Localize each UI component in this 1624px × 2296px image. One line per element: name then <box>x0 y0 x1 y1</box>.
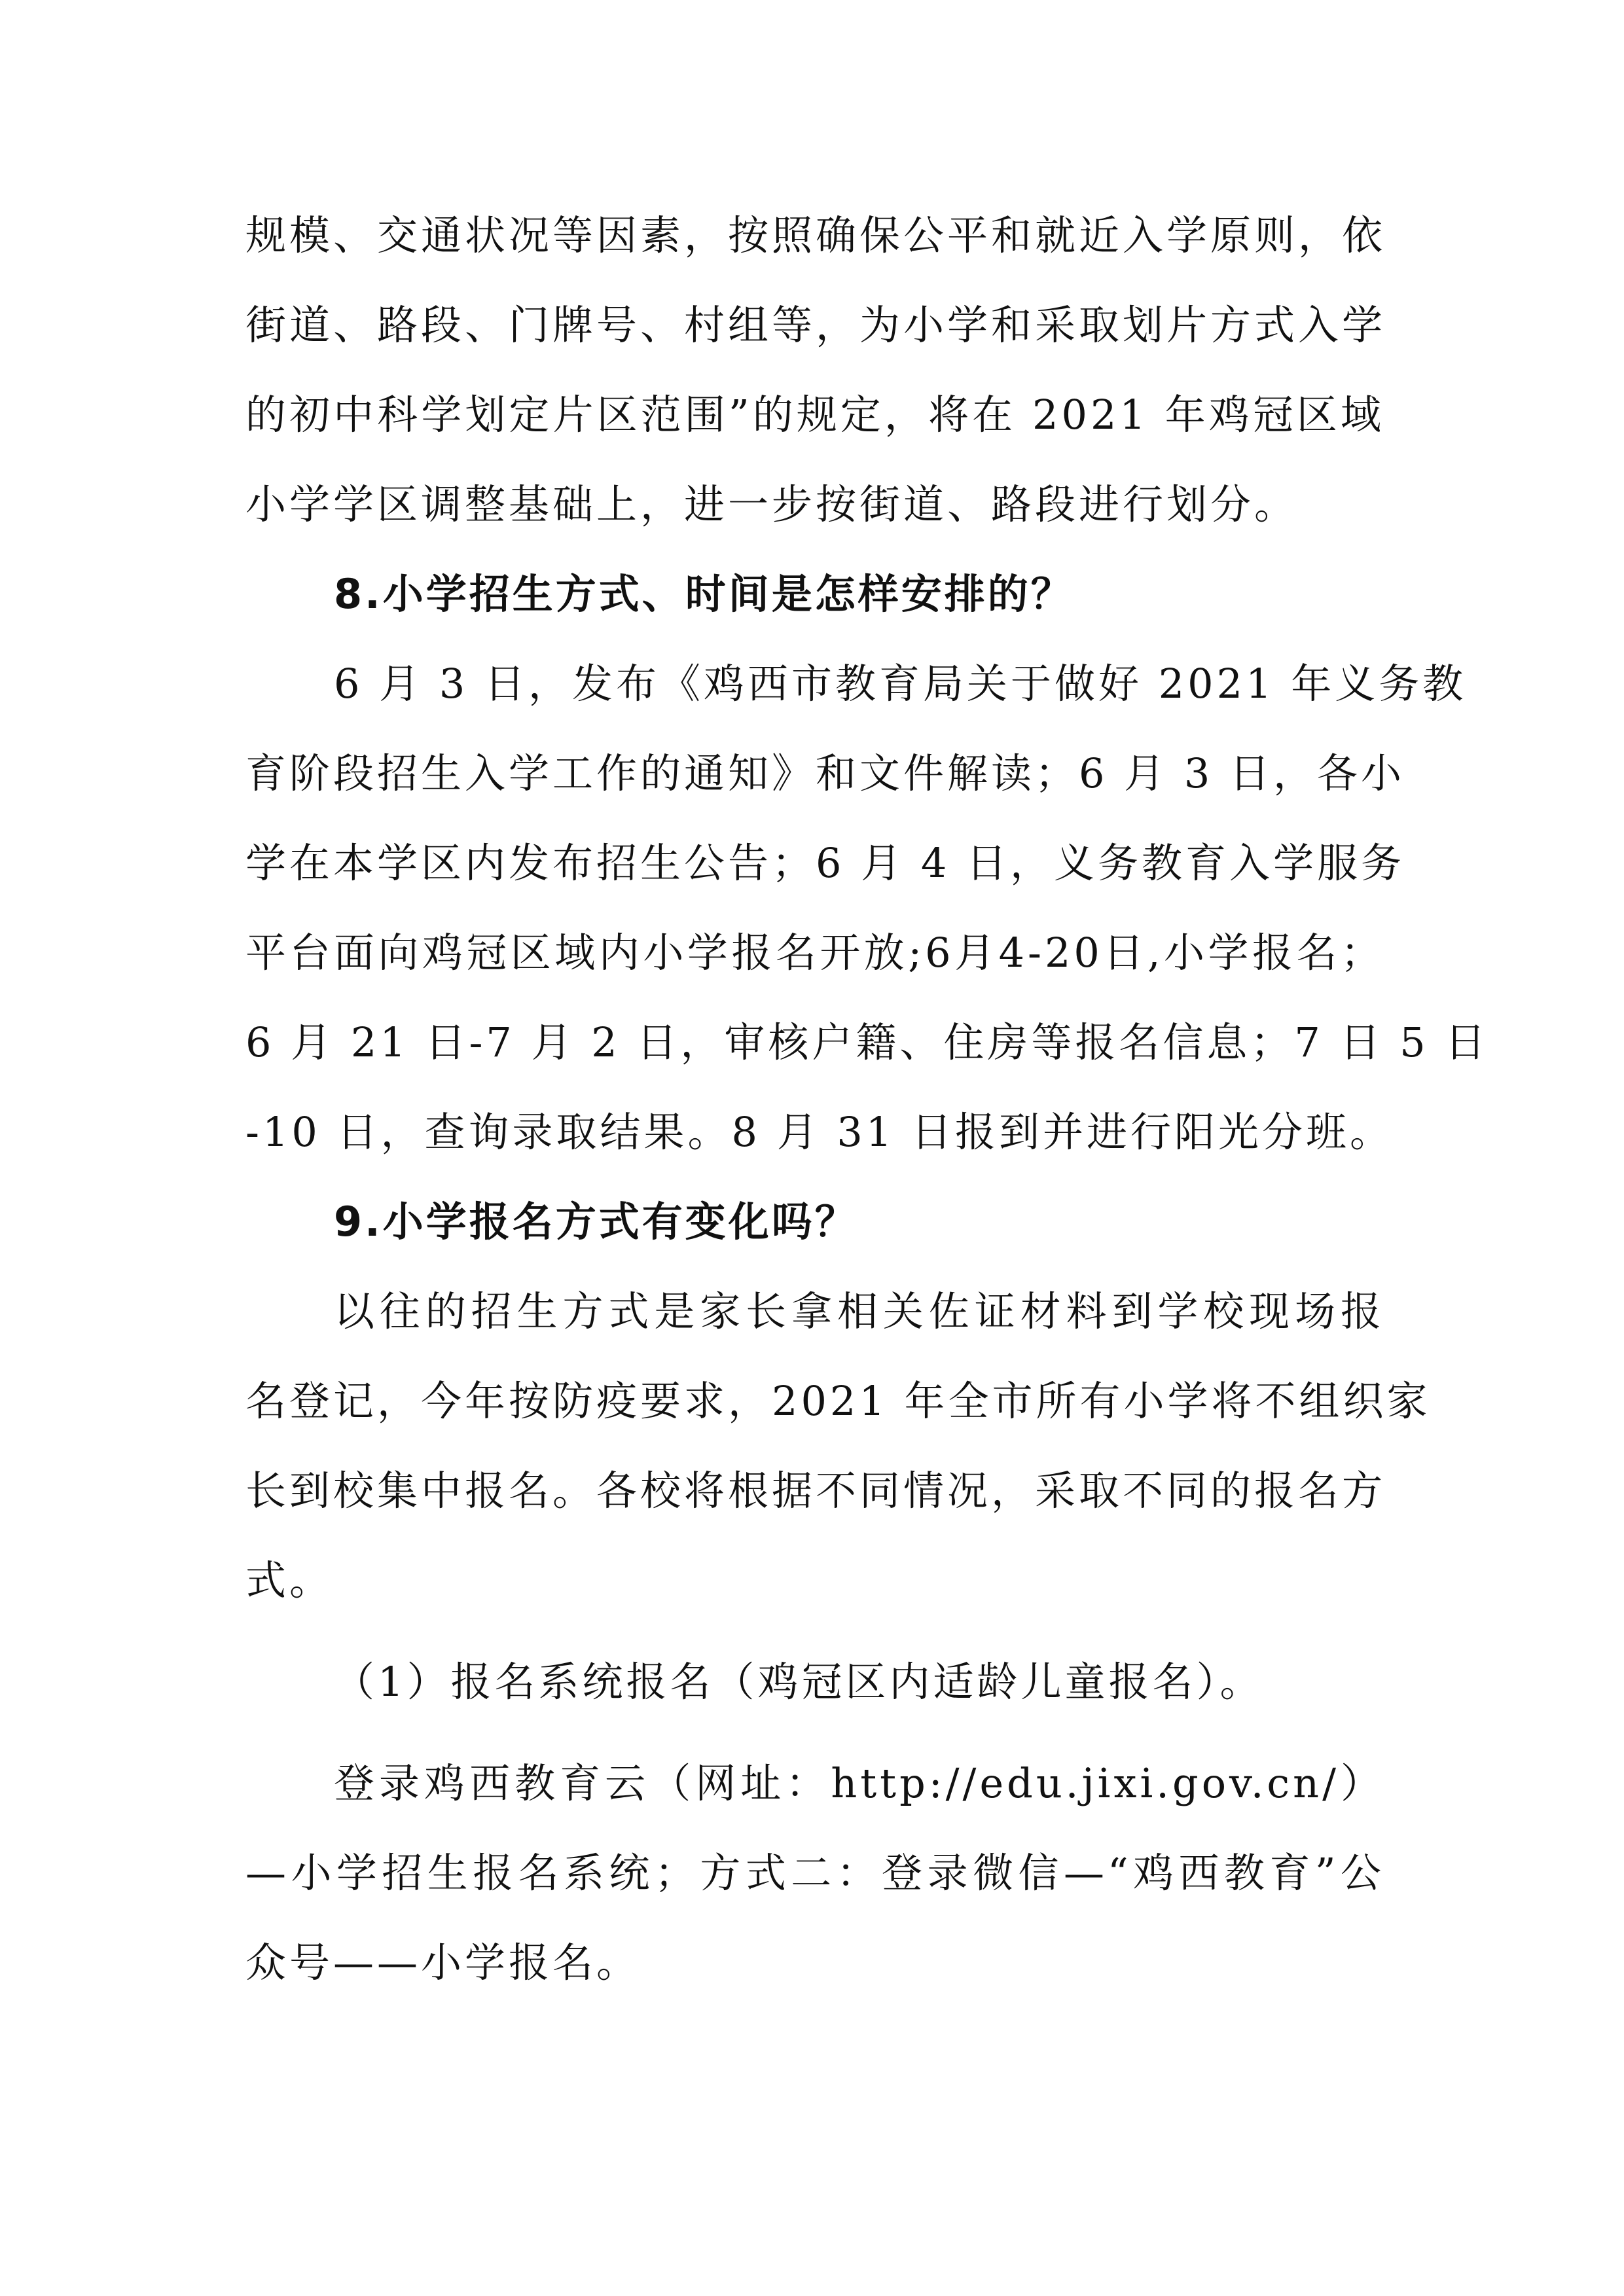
section-heading: 9.小学报名方式有变化吗？ <box>334 1198 858 1246</box>
subsection-heading: （1）报名系统报名（鸡冠区内适龄儿童报名）。 <box>334 1658 1264 1706</box>
paragraph-line: 规模、交通状况等因素，按照确保公平和就近入学原则，依 <box>245 211 1386 259</box>
paragraph-line: 长到校集中报名。各校将根据不同情况，采取不同的报名方 <box>245 1467 1386 1515</box>
paragraph-line: 育阶段招生入学工作的通知》和文件解读；6 月 3 日，各小 <box>245 749 1405 797</box>
paragraph-line: 的初中科学划定片区范围”的规定，将在 2021 年鸡冠区域 <box>245 391 1384 439</box>
paragraph-line: 式。 <box>245 1556 334 1604</box>
paragraph-line: 众号——小学报名。 <box>245 1939 641 1986</box>
paragraph-line: 登录鸡西教育云（网址：http://edu.jixi.gov.cn/） <box>334 1759 1384 1807</box>
paragraph-line: 小学学区调整基础上，进一步按街道、路段进行划分。 <box>245 480 1299 528</box>
paragraph-line: 6 月 3 日，发布《鸡西市教育局关于做好 2021 年义务教 <box>334 660 1467 708</box>
paragraph-line: —小学招生报名系统；方式二：登录微信—“鸡西教育”公 <box>245 1849 1384 1897</box>
section-heading: 8.小学招生方式、时间是怎样安排的？ <box>334 570 1074 618</box>
paragraph-line: 6 月 21 日-7 月 2 日，审核户籍、住房等报名信息；7 日 5 日 <box>245 1018 1489 1066</box>
paragraph-line: 学在本学区内发布招生公告；6 月 4 日，义务教育入学服务 <box>245 839 1405 887</box>
paragraph-line: -10 日，查询录取结果。8 月 31 日报到并进行阳光分班。 <box>245 1108 1394 1156</box>
paragraph-line: 以往的招生方式是家长拿相关佐证材料到学校现场报 <box>334 1287 1384 1335</box>
paragraph-line: 街道、路段、门牌号、村组等，为小学和采取划片方式入学 <box>245 301 1386 349</box>
paragraph-line: 名登记，今年按防疫要求，2021 年全市所有小学将不组织家 <box>245 1377 1431 1425</box>
paragraph-line: 平台面向鸡冠区域内小学报名开放;6月4-20日,小学报名； <box>245 929 1384 977</box>
